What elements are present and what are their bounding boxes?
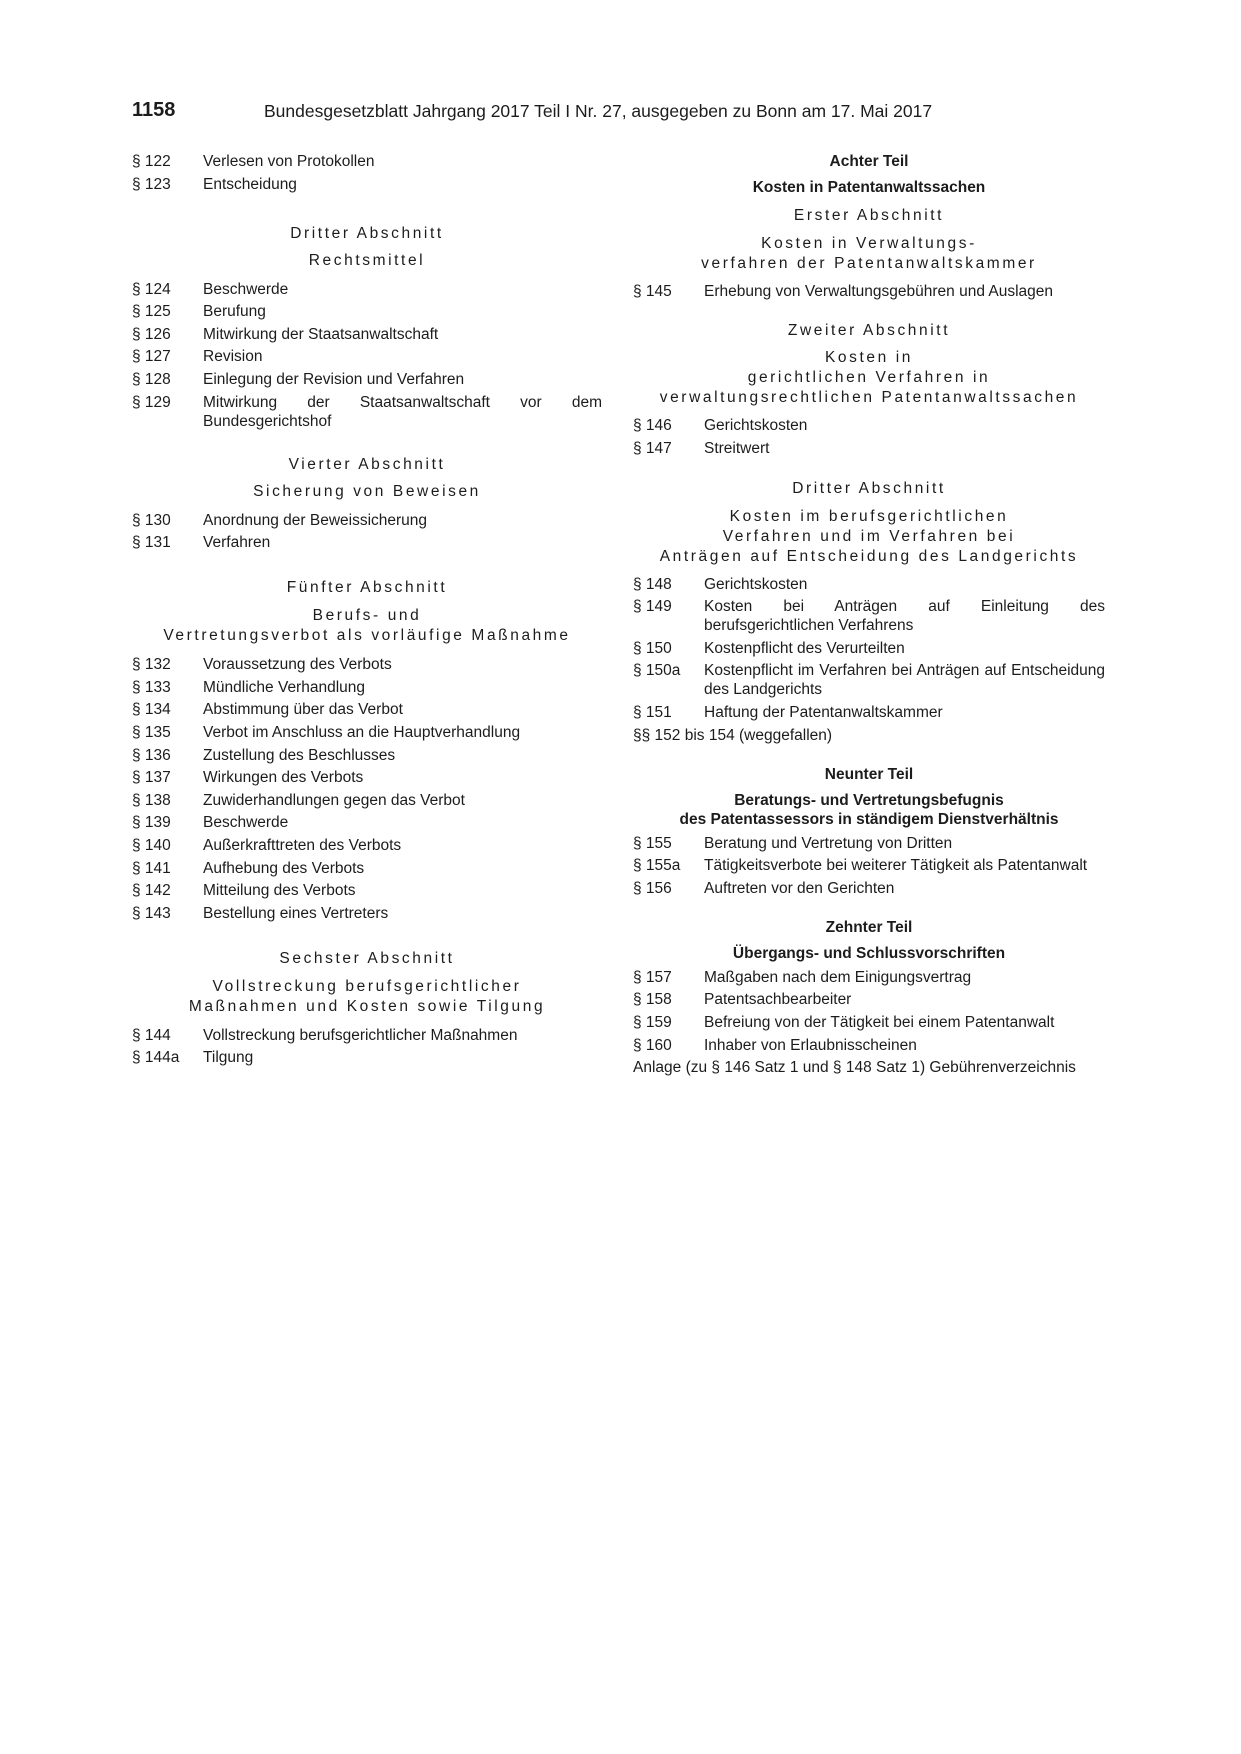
entry-list <box>633 575 1105 722</box>
paragraph-number: § 130 <box>132 511 171 529</box>
toc-entry <box>633 703 1105 722</box>
toc-entry <box>633 439 1105 458</box>
entry-anlage: Anlage (zu § 146 Satz 1 und § 148 Satz 1) Gebührenverzeichnis <box>633 1059 1076 1077</box>
paragraph-title: Revision <box>203 348 263 366</box>
running-title: Bundesgesetzblatt Jahrgang 2017 Teil I Nr. 27, ausgegeben zu Bonn am 17. Mai 2017 <box>264 101 933 121</box>
paragraph-number: § 134 <box>132 701 171 719</box>
toc-entry <box>132 678 602 697</box>
section-title <box>132 251 602 271</box>
paragraph-title: Mitteilung des Verbots <box>203 882 356 900</box>
toc-entry <box>132 723 602 742</box>
paragraph-title: Außerkrafttreten des Verbots <box>203 836 402 854</box>
toc-entry <box>633 1013 1105 1032</box>
right-column <box>633 152 1105 1081</box>
entry-list <box>132 511 602 553</box>
section-title <box>633 348 1105 408</box>
toc-entry <box>132 746 602 765</box>
heading-line: Kosten in Verwaltungs- <box>761 235 977 252</box>
toc-entry <box>633 597 1105 635</box>
entry-list <box>633 282 1105 301</box>
toc-entry <box>132 347 602 366</box>
paragraph-number: § 125 <box>132 303 171 321</box>
entry-list <box>132 152 602 194</box>
paragraph-number: § 142 <box>132 882 171 900</box>
entry-list <box>132 280 602 431</box>
toc-entry <box>633 282 1105 301</box>
heading-line: Kosten im berufsgerichtlichen <box>729 507 1009 525</box>
heading-line: Rechtsmittel <box>308 251 426 269</box>
toc-entry <box>633 575 1105 594</box>
paragraph-title: Beschwerde <box>203 814 289 832</box>
heading-line: Sicherung von Beweisen <box>253 482 481 500</box>
paragraph-number: § 132 <box>132 656 171 674</box>
toc-entry <box>132 175 602 194</box>
paragraph-title: Anordnung der Beweissicherung <box>203 511 428 529</box>
heading-line: Kosten in <box>824 349 914 366</box>
paragraph-title: Patentsachbearbeiter <box>704 991 852 1009</box>
toc-entry <box>132 1048 602 1067</box>
part-heading: Zehnter Teil <box>825 918 913 936</box>
entry-list <box>132 1026 602 1068</box>
section-heading: Fünfter Abschnitt <box>286 579 448 597</box>
page-number: 1158 <box>132 99 176 121</box>
section-heading: Zweiter Abschnitt <box>787 322 951 339</box>
paragraph-number: § 122 <box>132 153 171 170</box>
toc-entry <box>132 393 602 431</box>
paragraph-number: § 128 <box>132 370 171 388</box>
toc-entry <box>132 768 602 787</box>
paragraph-title: Maßgaben nach dem Einigungsvertrag <box>704 968 972 986</box>
paragraph-title: Abstimmung über das Verbot <box>203 701 403 719</box>
part-heading: Neunter Teil <box>824 765 914 783</box>
paragraph-title: Gerichtskosten <box>704 575 808 593</box>
heading-line: Beratungs- und Vertretungsbefugnis <box>734 791 1004 809</box>
entry-list <box>633 834 1105 898</box>
paragraph-number: § 157 <box>633 968 672 986</box>
paragraph-title: Erhebung von Verwaltungsgebühren und Auslagen <box>704 283 1054 300</box>
paragraph-title: Beratung und Vertretung von Dritten <box>704 834 953 852</box>
heading-line: Maßnahmen und Kosten sowie Tilgung <box>188 997 546 1015</box>
section-heading: Sechster Abschnitt <box>279 949 455 967</box>
paragraph-number: § 158 <box>633 991 672 1009</box>
toc-entry <box>132 881 602 900</box>
paragraph-number: § 138 <box>132 791 171 809</box>
toc-entry <box>132 859 602 878</box>
paragraph-number: § 148 <box>633 575 672 593</box>
paragraph-number: § 127 <box>132 348 171 366</box>
entry-list <box>633 968 1105 1055</box>
entry-list <box>633 416 1105 458</box>
toc-entry <box>132 302 602 321</box>
heading-line: des Patentassessors in ständigem Dienstverhältnis <box>679 810 1059 828</box>
paragraph-title: Vollstreckung berufsgerichtlicher Maßnahmen <box>203 1026 518 1044</box>
paragraph-number: § 123 <box>132 175 171 193</box>
toc-entry <box>132 836 602 855</box>
section-title <box>132 977 602 1017</box>
paragraph-title: Wirkungen des Verbots <box>203 769 364 787</box>
section-heading: Vierter Abschnitt <box>288 455 446 473</box>
paragraph-title: Tilgung <box>203 1049 254 1067</box>
paragraph-number: § 144 <box>132 1026 171 1044</box>
paragraph-number: § 133 <box>132 678 171 696</box>
paragraph-title: Zuwiderhandlungen gegen das Verbot <box>203 791 465 809</box>
heading-line: gerichtlichen Verfahren in <box>747 369 991 386</box>
paragraph-number: § 137 <box>132 769 171 787</box>
entry-weggefallen: §§ 152 bis 154 (weggefallen) <box>633 726 833 744</box>
toc-entry <box>132 325 602 344</box>
paragraph-number: § 146 <box>633 417 672 434</box>
paragraph-title: Gerichtskosten <box>704 417 808 434</box>
part-title <box>633 791 1105 829</box>
toc-entry <box>633 834 1105 853</box>
paragraph-title: Inhaber von Erlaubnisscheinen <box>704 1036 917 1054</box>
paragraph-number: § 131 <box>132 534 171 552</box>
section-heading: Dritter Abschnitt <box>290 224 444 242</box>
paragraph-title: Bestellung eines Vertreters <box>203 904 389 922</box>
paragraph-title: Verbot im Anschluss an die Hauptverhandlung <box>203 723 521 741</box>
paragraph-number: § 144a <box>132 1049 180 1067</box>
heading-line: Berufs- und <box>312 607 422 625</box>
paragraph-title: Zustellung des Beschlusses <box>203 746 396 764</box>
paragraph-number: § 156 <box>633 879 672 897</box>
paragraph-title: Streitwert <box>704 439 770 457</box>
paragraph-title: Aufhebung des Verbots <box>203 859 365 877</box>
paragraph-title: Mündliche Verhandlung <box>203 678 366 696</box>
paragraph-title: Haftung der Patentanwaltskammer <box>704 703 943 721</box>
toc-entry <box>132 1026 602 1045</box>
paragraph-title: Mitwirkung der Staatsanwaltschaft vor dem Bundesgerichtshof <box>203 393 602 430</box>
paragraph-title: Mitwirkung der Staatsanwaltschaft <box>203 325 439 343</box>
paragraph-number: § 145 <box>633 283 672 300</box>
paragraph-number: § 150 <box>633 639 672 657</box>
paragraph-number: § 139 <box>132 814 171 832</box>
paragraph-title: Verfahren <box>203 534 271 552</box>
paragraph-title: Tätigkeitsverbote bei weiterer Tätigkeit als Patentanwalt <box>704 857 1088 875</box>
section-title <box>132 606 602 646</box>
toc-entry <box>633 968 1105 987</box>
paragraph-number: § 126 <box>132 325 171 343</box>
toc-entry <box>633 990 1105 1009</box>
toc-entry <box>132 280 602 299</box>
paragraph-number: § 147 <box>633 439 672 457</box>
paragraph-title: Kostenpflicht des Verurteilten <box>704 639 905 657</box>
heading-line: verfahren der Patentanwaltskammer <box>701 255 1037 272</box>
toc-entry <box>633 856 1105 875</box>
paragraph-title: Entscheidung <box>203 175 297 193</box>
toc-entry <box>132 152 602 171</box>
paragraph-title: Kostenpflicht im Verfahren bei Anträgen auf Entscheidung des Landgerichts <box>704 662 1105 699</box>
paragraph-title: Auftreten vor den Gerichten <box>704 879 895 897</box>
paragraph-number: § 136 <box>132 746 171 764</box>
entry-list <box>132 655 602 923</box>
toc-entry <box>633 416 1105 435</box>
section-title <box>633 507 1105 567</box>
page-header <box>132 99 1112 129</box>
paragraph-title: Befreiung von der Tätigkeit bei einem Patentanwalt <box>704 1013 1055 1031</box>
toc-entry <box>132 813 602 832</box>
toc-entry <box>132 700 602 719</box>
paragraph-number: § 149 <box>633 598 672 616</box>
paragraph-number: § 124 <box>132 280 171 298</box>
paragraph-number: § 155 <box>633 834 672 852</box>
toc-entry <box>132 791 602 810</box>
part-title <box>633 178 1105 197</box>
heading-line: Übergangs- und Schlussvorschriften <box>732 944 1006 962</box>
paragraph-title: Beschwerde <box>203 280 289 298</box>
part-title <box>633 944 1105 963</box>
paragraph-title: Kosten bei Anträgen auf Einleitung des berufsgerichtlichen Verfahrens <box>704 598 1105 635</box>
toc-entry <box>633 639 1105 658</box>
toc-entry <box>633 1036 1105 1055</box>
toc-entry <box>633 661 1105 699</box>
section-title <box>132 482 602 502</box>
paragraph-number: § 135 <box>132 723 171 741</box>
toc-entry <box>132 904 602 923</box>
heading-line: Kosten in Patentanwaltssachen <box>752 179 986 196</box>
section-heading: Dritter Abschnitt <box>792 479 946 497</box>
paragraph-number: § 155a <box>633 857 681 875</box>
paragraph-number: § 151 <box>633 703 672 721</box>
paragraph-title: Berufung <box>203 303 266 321</box>
section-title <box>633 234 1105 274</box>
paragraph-number: § 159 <box>633 1013 672 1031</box>
paragraph-number: § 160 <box>633 1036 672 1054</box>
heading-line: Vertretungsverbot als vorläufige Maßnahme <box>163 627 571 645</box>
heading-line: Vollstreckung berufsgerichtlicher <box>212 977 522 995</box>
heading-line: Verfahren und im Verfahren bei <box>722 527 1016 545</box>
paragraph-title: Voraussetzung des Verbots <box>203 656 392 674</box>
left-column <box>132 152 602 1071</box>
paragraph-number: § 129 <box>132 393 171 411</box>
paragraph-title: Einlegung der Revision und Verfahren <box>203 370 465 388</box>
toc-entry <box>132 370 602 389</box>
paragraph-number: § 143 <box>132 904 171 922</box>
part-heading: Achter Teil <box>829 153 909 170</box>
toc-entry <box>132 533 602 552</box>
section-heading: Erster Abschnitt <box>793 207 945 224</box>
heading-line: Anträgen auf Entscheidung des Landgerichts <box>659 547 1079 565</box>
paragraph-number: § 140 <box>132 836 171 854</box>
paragraph-number: § 141 <box>132 859 171 877</box>
toc-entry <box>633 879 1105 898</box>
paragraph-title: Verlesen von Protokollen <box>203 153 375 170</box>
toc-entry <box>132 511 602 530</box>
paragraph-number: § 150a <box>633 662 681 680</box>
heading-line: verwaltungsrechtlichen Patentanwaltssachen <box>659 389 1079 406</box>
toc-entry <box>132 655 602 674</box>
